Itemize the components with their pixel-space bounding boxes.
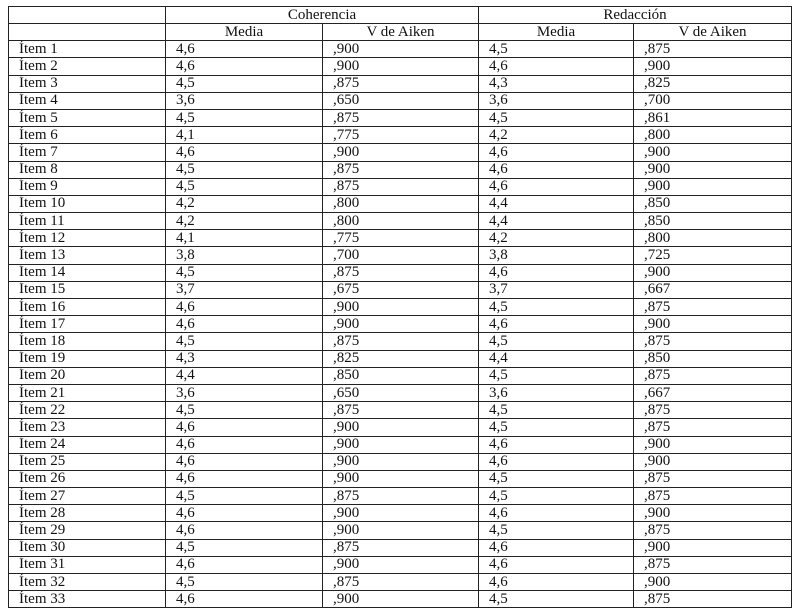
redaccion-aiken-cell: ,900 <box>634 574 792 591</box>
table-row <box>9 161 792 178</box>
table-row <box>9 299 792 316</box>
coherencia-aiken-cell: ,875 <box>323 402 479 419</box>
redaccion-media-cell: 4,2 <box>479 230 634 247</box>
table-row <box>9 574 792 591</box>
coherencia-media-cell: 4,3 <box>166 350 323 367</box>
item-label: Ítem 30 <box>9 539 166 556</box>
coherencia-media-cell: 4,5 <box>166 161 323 178</box>
redaccion-media-cell: 4,6 <box>479 505 634 522</box>
redaccion-aiken-cell: ,850 <box>634 213 792 230</box>
table-row <box>9 470 792 487</box>
table-row <box>9 488 792 505</box>
coherencia-media-cell: 4,5 <box>166 75 323 92</box>
coherencia-aiken-cell: ,900 <box>323 556 479 573</box>
redaccion-media-cell: 4,6 <box>479 539 634 556</box>
table-row <box>9 419 792 436</box>
aiken-validity-table <box>8 6 792 608</box>
item-label: Ítem 13 <box>9 247 166 264</box>
redaccion-aiken-cell: ,725 <box>634 247 792 264</box>
table-row <box>9 144 792 161</box>
redaccion-aiken-cell: ,900 <box>634 161 792 178</box>
coherencia-media-cell: 4,5 <box>166 264 323 281</box>
table-row <box>9 522 792 539</box>
coherencia-media-cell: 3,6 <box>166 384 323 401</box>
table-row <box>9 195 792 212</box>
coherencia-aiken-cell: ,800 <box>323 195 479 212</box>
redaccion-aiken-cell: ,850 <box>634 350 792 367</box>
redaccion-aiken-cell: ,875 <box>634 556 792 573</box>
redaccion-aiken-cell: ,875 <box>634 367 792 384</box>
redaccion-aiken-cell: ,800 <box>634 230 792 247</box>
item-label: Ítem 25 <box>9 453 166 470</box>
redaccion-aiken-cell: ,875 <box>634 333 792 350</box>
item-label: Ítem 17 <box>9 316 166 333</box>
coherencia-media-cell: 3,6 <box>166 92 323 109</box>
redaccion-media-cell: 3,7 <box>479 281 634 298</box>
group-header-coherencia: Coherencia <box>166 7 479 24</box>
redaccion-aiken-cell: ,900 <box>634 264 792 281</box>
coherencia-aiken-cell: ,900 <box>323 522 479 539</box>
table-row <box>9 539 792 556</box>
coherencia-media-cell: 4,2 <box>166 195 323 212</box>
coherencia-media-cell: 4,6 <box>166 453 323 470</box>
coherencia-aiken-cell: ,900 <box>323 299 479 316</box>
coherencia-aiken-cell: ,700 <box>323 247 479 264</box>
coherencia-aiken-cell: ,875 <box>323 161 479 178</box>
item-label: Ítem 24 <box>9 436 166 453</box>
redaccion-aiken-cell: ,900 <box>634 178 792 195</box>
coherencia-media-cell: 4,6 <box>166 299 323 316</box>
redaccion-aiken-cell: ,900 <box>634 505 792 522</box>
coherencia-media-cell: 4,6 <box>166 419 323 436</box>
redaccion-media-cell: 4,6 <box>479 58 634 75</box>
item-label: Ítem 7 <box>9 144 166 161</box>
coherencia-aiken-cell: ,875 <box>323 75 479 92</box>
redaccion-aiken-cell: ,875 <box>634 419 792 436</box>
redaccion-media-cell: 4,4 <box>479 195 634 212</box>
group-header-row <box>9 7 792 24</box>
table-row <box>9 316 792 333</box>
subheader-coherencia-media: Media <box>166 24 323 41</box>
redaccion-media-cell: 4,6 <box>479 453 634 470</box>
coherencia-aiken-cell: ,775 <box>323 127 479 144</box>
coherencia-media-cell: 4,6 <box>166 505 323 522</box>
redaccion-aiken-cell: ,900 <box>634 436 792 453</box>
item-label: Ítem 1 <box>9 41 166 58</box>
redaccion-media-cell: 4,5 <box>479 41 634 58</box>
coherencia-media-cell: 4,6 <box>166 41 323 58</box>
coherencia-media-cell: 4,2 <box>166 213 323 230</box>
coherencia-aiken-cell: ,825 <box>323 350 479 367</box>
coherencia-aiken-cell: ,875 <box>323 178 479 195</box>
redaccion-media-cell: 4,5 <box>479 333 634 350</box>
coherencia-media-cell: 4,6 <box>166 58 323 75</box>
redaccion-aiken-cell: ,900 <box>634 58 792 75</box>
redaccion-aiken-cell: ,850 <box>634 195 792 212</box>
coherencia-media-cell: 4,6 <box>166 522 323 539</box>
item-label: Ítem 32 <box>9 574 166 591</box>
coherencia-aiken-cell: ,900 <box>323 316 479 333</box>
item-label: Ítem 19 <box>9 350 166 367</box>
redaccion-aiken-cell: ,875 <box>634 402 792 419</box>
redaccion-media-cell: 4,5 <box>479 299 634 316</box>
empty-item-header-cell <box>9 24 166 41</box>
coherencia-media-cell: 4,5 <box>166 488 323 505</box>
table-row <box>9 384 792 401</box>
coherencia-media-cell: 3,7 <box>166 281 323 298</box>
item-label: Ítem 33 <box>9 591 166 608</box>
coherencia-aiken-cell: ,850 <box>323 367 479 384</box>
coherencia-media-cell: 4,5 <box>166 333 323 350</box>
redaccion-aiken-cell: ,875 <box>634 522 792 539</box>
item-label: Ítem 22 <box>9 402 166 419</box>
redaccion-media-cell: 4,6 <box>479 574 634 591</box>
redaccion-media-cell: 4,6 <box>479 264 634 281</box>
redaccion-media-cell: 4,5 <box>479 488 634 505</box>
subheader-row <box>9 24 792 41</box>
coherencia-aiken-cell: ,875 <box>323 333 479 350</box>
redaccion-media-cell: 3,6 <box>479 92 634 109</box>
item-label: Ítem 23 <box>9 419 166 436</box>
coherencia-media-cell: 4,1 <box>166 230 323 247</box>
table-row <box>9 109 792 126</box>
coherencia-aiken-cell: ,900 <box>323 436 479 453</box>
redaccion-media-cell: 4,5 <box>479 109 634 126</box>
item-label: Ítem 8 <box>9 161 166 178</box>
subheader-redaccion-aiken: V de Aiken <box>634 24 792 41</box>
redaccion-aiken-cell: ,700 <box>634 92 792 109</box>
redaccion-aiken-cell: ,667 <box>634 384 792 401</box>
item-label: Ítem 26 <box>9 470 166 487</box>
redaccion-media-cell: 4,6 <box>479 556 634 573</box>
table-row <box>9 92 792 109</box>
empty-corner-cell <box>9 7 166 24</box>
redaccion-media-cell: 4,6 <box>479 144 634 161</box>
table-body <box>9 41 792 608</box>
coherencia-aiken-cell: ,900 <box>323 470 479 487</box>
redaccion-aiken-cell: ,875 <box>634 488 792 505</box>
table-row <box>9 58 792 75</box>
coherencia-media-cell: 4,6 <box>166 556 323 573</box>
coherencia-aiken-cell: ,875 <box>323 264 479 281</box>
coherencia-media-cell: 4,5 <box>166 178 323 195</box>
table-row <box>9 247 792 264</box>
coherencia-aiken-cell: ,900 <box>323 453 479 470</box>
subheader-redaccion-media: Media <box>479 24 634 41</box>
table-row <box>9 505 792 522</box>
redaccion-aiken-cell: ,875 <box>634 299 792 316</box>
table-row <box>9 230 792 247</box>
coherencia-aiken-cell: ,900 <box>323 419 479 436</box>
coherencia-media-cell: 4,6 <box>166 591 323 608</box>
coherencia-aiken-cell: ,900 <box>323 505 479 522</box>
redaccion-media-cell: 4,6 <box>479 178 634 195</box>
redaccion-media-cell: 4,5 <box>479 470 634 487</box>
table-row <box>9 178 792 195</box>
item-label: Ítem 3 <box>9 75 166 92</box>
table-row <box>9 453 792 470</box>
table-row <box>9 213 792 230</box>
coherencia-aiken-cell: ,900 <box>323 591 479 608</box>
redaccion-aiken-cell: ,900 <box>634 316 792 333</box>
item-label: Ítem 28 <box>9 505 166 522</box>
redaccion-media-cell: 4,6 <box>479 161 634 178</box>
item-label: Ítem 4 <box>9 92 166 109</box>
table-row <box>9 402 792 419</box>
coherencia-aiken-cell: ,900 <box>323 41 479 58</box>
item-label: Ítem 14 <box>9 264 166 281</box>
coherencia-aiken-cell: ,775 <box>323 230 479 247</box>
table-row <box>9 367 792 384</box>
table-row <box>9 264 792 281</box>
coherencia-media-cell: 4,6 <box>166 316 323 333</box>
item-label: Ítem 10 <box>9 195 166 212</box>
redaccion-aiken-cell: ,875 <box>634 591 792 608</box>
coherencia-media-cell: 4,5 <box>166 109 323 126</box>
item-label: Ítem 11 <box>9 213 166 230</box>
redaccion-aiken-cell: ,667 <box>634 281 792 298</box>
redaccion-media-cell: 4,5 <box>479 522 634 539</box>
coherencia-aiken-cell: ,675 <box>323 281 479 298</box>
table-row <box>9 591 792 608</box>
table-row <box>9 333 792 350</box>
redaccion-media-cell: 4,4 <box>479 213 634 230</box>
table-header <box>9 7 792 41</box>
redaccion-media-cell: 4,6 <box>479 436 634 453</box>
coherencia-media-cell: 4,6 <box>166 470 323 487</box>
redaccion-media-cell: 4,5 <box>479 402 634 419</box>
item-label: Ítem 21 <box>9 384 166 401</box>
coherencia-aiken-cell: ,650 <box>323 92 479 109</box>
coherencia-media-cell: 4,1 <box>166 127 323 144</box>
redaccion-aiken-cell: ,900 <box>634 144 792 161</box>
redaccion-media-cell: 3,6 <box>479 384 634 401</box>
redaccion-media-cell: 4,3 <box>479 75 634 92</box>
item-label: Ítem 2 <box>9 58 166 75</box>
table-row <box>9 436 792 453</box>
redaccion-media-cell: 4,6 <box>479 316 634 333</box>
redaccion-aiken-cell: ,825 <box>634 75 792 92</box>
redaccion-media-cell: 4,2 <box>479 127 634 144</box>
coherencia-media-cell: 4,5 <box>166 574 323 591</box>
coherencia-aiken-cell: ,900 <box>323 58 479 75</box>
coherencia-media-cell: 4,4 <box>166 367 323 384</box>
item-label: Ítem 6 <box>9 127 166 144</box>
coherencia-aiken-cell: ,875 <box>323 109 479 126</box>
subheader-coherencia-aiken: V de Aiken <box>323 24 479 41</box>
coherencia-media-cell: 4,5 <box>166 539 323 556</box>
redaccion-aiken-cell: ,900 <box>634 453 792 470</box>
coherencia-aiken-cell: ,875 <box>323 539 479 556</box>
item-label: Ítem 31 <box>9 556 166 573</box>
table-row <box>9 127 792 144</box>
coherencia-aiken-cell: ,650 <box>323 384 479 401</box>
item-label: Ítem 5 <box>9 109 166 126</box>
coherencia-media-cell: 4,5 <box>166 402 323 419</box>
redaccion-aiken-cell: ,861 <box>634 109 792 126</box>
item-label: Ítem 18 <box>9 333 166 350</box>
coherencia-media-cell: 4,6 <box>166 144 323 161</box>
redaccion-aiken-cell: ,800 <box>634 127 792 144</box>
redaccion-media-cell: 3,8 <box>479 247 634 264</box>
item-label: Ítem 15 <box>9 281 166 298</box>
item-label: Ítem 12 <box>9 230 166 247</box>
redaccion-aiken-cell: ,875 <box>634 470 792 487</box>
coherencia-aiken-cell: ,900 <box>323 144 479 161</box>
coherencia-aiken-cell: ,800 <box>323 213 479 230</box>
table-row <box>9 75 792 92</box>
item-label: Ítem 16 <box>9 299 166 316</box>
table-row <box>9 41 792 58</box>
coherencia-media-cell: 4,6 <box>166 436 323 453</box>
redaccion-media-cell: 4,5 <box>479 367 634 384</box>
item-label: Ítem 20 <box>9 367 166 384</box>
coherencia-media-cell: 3,8 <box>166 247 323 264</box>
coherencia-aiken-cell: ,875 <box>323 488 479 505</box>
redaccion-media-cell: 4,5 <box>479 419 634 436</box>
table-row <box>9 350 792 367</box>
redaccion-media-cell: 4,4 <box>479 350 634 367</box>
coherencia-aiken-cell: ,875 <box>323 574 479 591</box>
group-header-redaccion: Redacción <box>479 7 792 24</box>
redaccion-aiken-cell: ,875 <box>634 41 792 58</box>
item-label: Ítem 9 <box>9 178 166 195</box>
table-row <box>9 281 792 298</box>
table-row <box>9 556 792 573</box>
redaccion-media-cell: 4,5 <box>479 591 634 608</box>
redaccion-aiken-cell: ,900 <box>634 539 792 556</box>
item-label: Ítem 27 <box>9 488 166 505</box>
item-label: Ítem 29 <box>9 522 166 539</box>
